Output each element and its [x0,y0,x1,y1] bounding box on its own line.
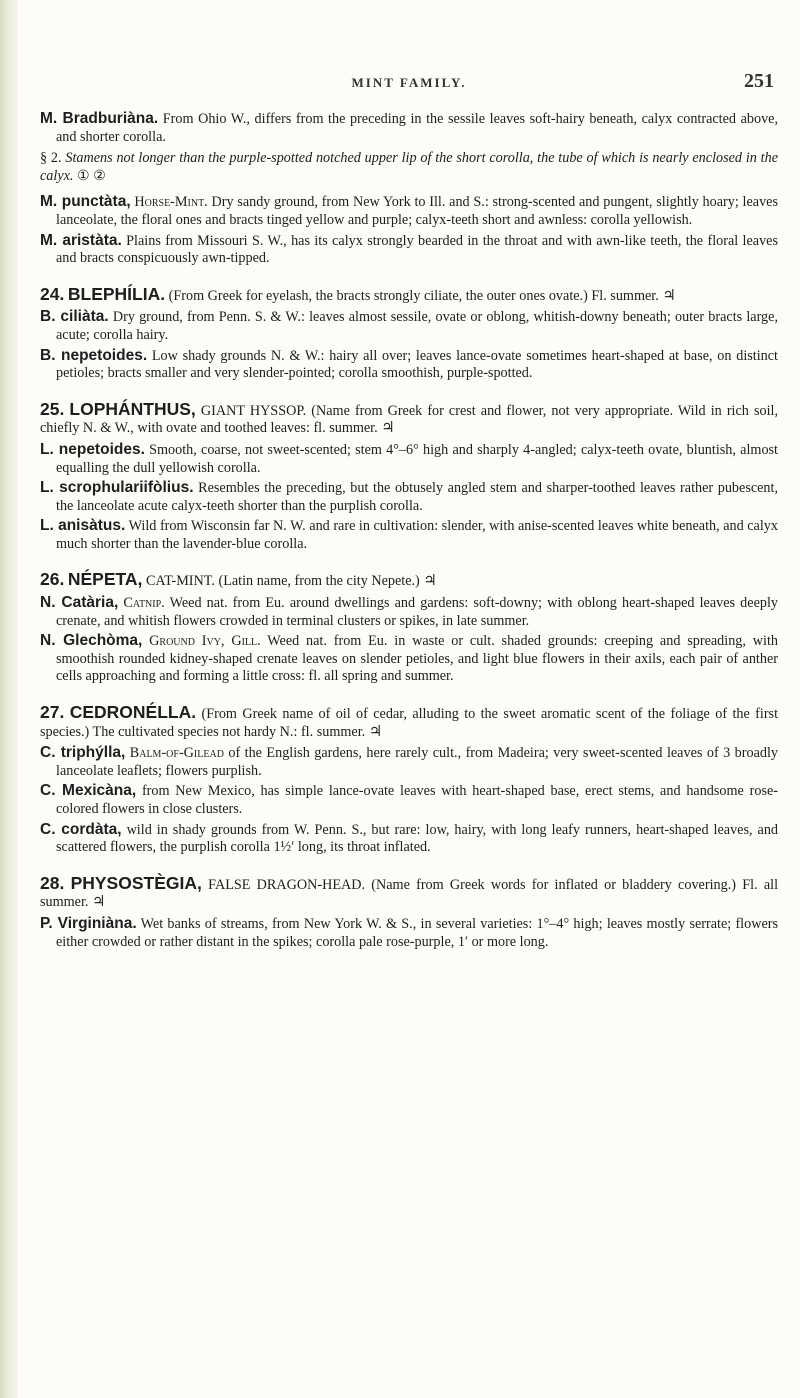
duration-symbols: ① ② [77,167,107,184]
species-name: M. Bradburiàna. [40,110,159,127]
species-entry [40,347,778,383]
genus-heading [40,283,778,306]
book-page [40,0,778,953]
species-entry [40,915,778,951]
species-entry [40,110,778,146]
genus-heading [40,872,779,912]
species-entry [40,821,778,857]
common-name: Catnip. [123,595,165,612]
species-description: from New Mexico, has simple lance-ovate leaves with heart-shaped base, erect stems, and handsome rose-colored flowers in close clusters. [56,783,778,817]
genus-number: 25. [40,398,65,419]
genus-name: NÉPETA, [67,569,143,590]
species-description: Resembles the preceding, but the obtusely angled stem and sharper-toothed leaves rather pubescent, the lanceolate acute calyx-teeth shorter than the purplish corolla. [56,480,779,514]
species-name: L. anisàtus. [40,517,126,535]
genus-number: 26. [40,569,65,590]
genus-description: (From Greek name of oil of cedar, alluding to the sweet aromatic scent of the foliage of the first species.) The cultivated species not hardy N.: fl. summer. [40,706,779,740]
section-note [40,150,778,185]
species-entry [40,632,778,686]
page-edge [0,0,18,1398]
perennial-symbol: ♃ [662,287,676,304]
genus-name: LOPHÁNTHUS, [69,398,196,419]
entries [40,110,778,951]
species-name: N. Glechòma, [40,632,143,650]
perennial-symbol: ♃ [92,894,106,911]
species-description: Wild from Wisconsin far N. W. and rare in cultivation: slender, with anise-scented leaves white beneath, and calyx much shorter than the lavender-blue corolla. [56,518,778,552]
species-entry [40,193,778,229]
common-name: Balm-of-Gilead [129,745,224,762]
perennial-symbol: ♃ [423,573,437,590]
species-entry [40,232,778,268]
species-entry [40,782,778,818]
species-description: Dry ground, from Penn. S. & W.: leaves almost sessile, ovate or oblong, whitish-downy beneath; outer bracts large, acute; corolla hairy. [56,309,778,343]
page-header [40,0,778,110]
genus-name: PHYSOSTÈGIA, [70,872,202,893]
species-name: B. nepetoides. [40,346,148,364]
genus-number: 24. [40,283,65,304]
page-number: 251 [744,70,774,92]
species-entry [40,479,778,515]
genus-heading [40,704,778,741]
species-entry [40,308,778,344]
species-name: M. aristàta. [40,231,122,249]
species-description: wild in shady grounds from W. Penn. S., but rare: low, hairy, with long leafy runners, heart-shaped leaves, and scattered flowers, the purplish corolla 1½′ long, its throat inflated. [56,821,779,856]
genus-name: CEDRONÉLLA. [69,702,197,723]
common-name: Ground Ivy, Gill. [149,633,261,650]
species-entry [40,517,778,553]
species-description: Smooth, coarse, not sweet-scented; stem 4°–6° high and sharply 4-angled; calyx-teeth ovate, bluntish, almost equalling the dull yellowish corolla. [56,441,779,476]
species-entry [40,744,778,780]
genus-description: CAT-MINT. (Latin name, from the city Nepete.) [145,573,420,590]
species-name: N. Catària, [40,594,119,612]
genus-description: GIANT HYSSOP. (Name from Greek for crest and flower, not very appropriate. Wild in rich soil, chiefly N. & W., with ovate and toothed leaves: fl. summer. [40,402,779,437]
species-description: Low shady grounds N. & W.: hairy all over; leaves lance-ovate sometimes heart-shaped at base, on distinct petioles; bracts smaller and very slender-pointed; corolla smoothish, purple-spotted. [56,347,778,382]
species-name: C. cordàta, [40,820,122,838]
species-name: L. scrophulariifòlius. [40,479,194,497]
genus-description: FALSE DRAGON-HEAD. (Name from Greek words for inflated or bladdery covering.) Fl. all summer. [40,876,779,911]
genus-description: (From Greek for eyelash, the bracts strongly ciliate, the outer ones ovate.) Fl. summer. [168,287,659,304]
species-entry [40,594,778,630]
common-name: Horse-Mint. [134,194,208,211]
species-description: Plains from Missouri S. W., has its calyx strongly bearded in the throat and with awn-like teeth, the floral leaves and bracts conspicuously awn-tipped. [56,232,779,267]
species-name: L. nepetoides. [40,440,145,458]
species-description: From Ohio W., differs from the preceding in the sessile leaves soft-hairy beneath, calyx contracted above, and shorter corolla. [56,111,779,145]
species-name: P. Virginiàna. [40,914,137,932]
genus-name: BLEPHÍLIA. [67,283,166,304]
species-description: Dry sandy ground, from New York to Ill. and S.: strong-scented and pungent, slightly hoary; leaves lanceolate, the floral ones and bracts tinged yellow and purple; calyx-teeth short and awnless: corolla yellowish. [56,194,778,228]
section-number: § 2. [40,150,62,167]
genus-number: 28. [40,872,65,893]
species-description: Weed nat. from Eu. in waste or cult. shaded grounds: creeping and spreading, with smoothish rounded kidney-shaped crenate leaves on slender petioles, and light blue flowers in their axils, each pair of anther cells approaching and forming a little cross: fl. all spring and summer. [56,633,778,685]
species-entry [40,441,778,477]
species-name: M. punctàta, [40,193,131,211]
section-description: Stamens not longer than the purple-spotted notched upper lip of the short corolla, the tube of which is nearly enclosed in the calyx. [40,150,779,184]
perennial-symbol: ♃ [368,723,383,740]
species-description: Weed nat. from Eu. around dwellings and gardens: soft-downy; with oblong heart-shaped leaves deeply crenate, and whitish flowers crowded in terminal clusters or spikes, in late summer. [56,595,778,629]
genus-heading [40,571,778,591]
perennial-symbol: ♃ [381,420,395,437]
species-description: Wet banks of streams, from New York W. & S., in several varieties: 1°–4° high; leaves mostly serrate; flowers either crowded or rather distant in the spikes; corolla pale rose-purple, 1′ or more long. [56,915,779,950]
species-name: C. Mexicàna, [40,782,137,800]
species-description: of the English gardens, here rarely cult., from Madeira; very sweet-scented leaves of 3 broadly lanceolate leaflets; flowers purplish. [56,745,778,779]
species-name: B. ciliàta. [40,308,109,326]
genus-number: 27. [40,702,65,723]
genus-heading [40,398,779,438]
running-head: MINT FAMILY. [351,75,467,90]
species-name: C. triphýlla, [40,744,126,762]
